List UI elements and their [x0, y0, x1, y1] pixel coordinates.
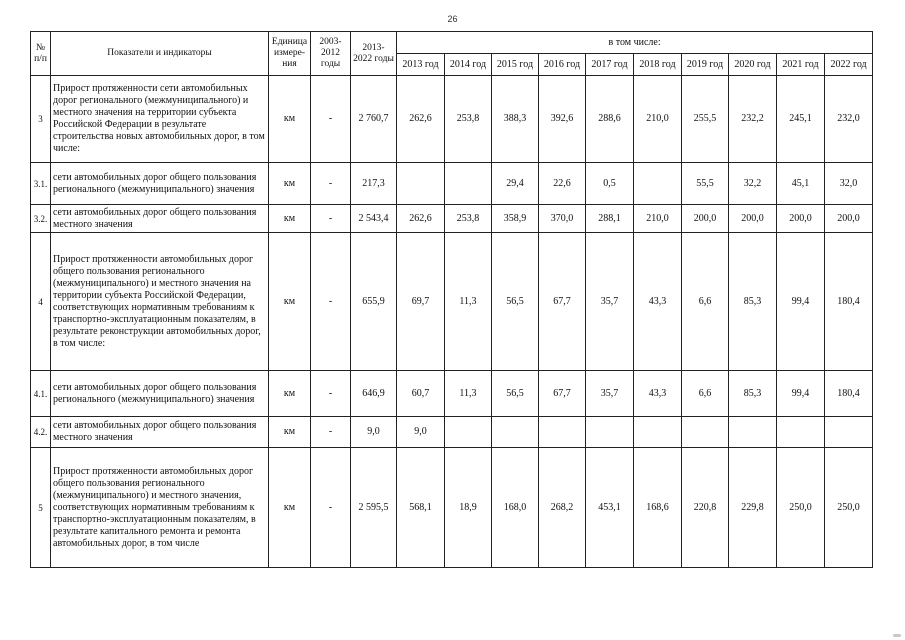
- row-value: 168,6: [634, 448, 682, 568]
- header-indicator: Показатели и индикаторы: [51, 32, 269, 76]
- row-description: сети автомобильных дорог общего пользования регионального (межмуниципального) значения: [51, 371, 269, 417]
- row-unit: км: [269, 163, 311, 205]
- header-year: 2017 год: [586, 54, 634, 76]
- header-year: 2016 год: [539, 54, 586, 76]
- row-number: 3: [31, 76, 51, 163]
- row-value: 9,0: [397, 417, 445, 448]
- row-value: 232,0: [825, 76, 873, 163]
- header-year: 2014 год: [445, 54, 492, 76]
- row-value: 35,7: [586, 371, 634, 417]
- table-row: [31, 76, 873, 163]
- row-value: [777, 417, 825, 448]
- row-value: 60,7: [397, 371, 445, 417]
- row-period-2013-2022: 9,0: [351, 417, 397, 448]
- row-value: 55,5: [682, 163, 729, 205]
- row-value: [397, 163, 445, 205]
- header-year: 2020 год: [729, 54, 777, 76]
- row-number: 4: [31, 233, 51, 371]
- table-row: [31, 233, 873, 371]
- row-value: [634, 417, 682, 448]
- page-number: 26: [447, 14, 458, 24]
- row-period-2003-2012: -: [311, 448, 351, 568]
- row-value: 168,0: [492, 448, 539, 568]
- header-year: 2021 год: [777, 54, 825, 76]
- row-period-2013-2022: 2 760,7: [351, 76, 397, 163]
- header-row-top: [31, 32, 873, 54]
- row-value: 18,9: [445, 448, 492, 568]
- row-value: 388,3: [492, 76, 539, 163]
- row-number: 3.1.: [31, 163, 51, 205]
- row-value: 200,0: [825, 205, 873, 233]
- row-number: 4.1.: [31, 371, 51, 417]
- row-value: 255,5: [682, 76, 729, 163]
- row-value: [445, 417, 492, 448]
- row-value: 67,7: [539, 233, 586, 371]
- header-year: 2022 год: [825, 54, 873, 76]
- row-value: 69,7: [397, 233, 445, 371]
- table-body: [31, 76, 873, 568]
- header-unit: Единица измере-ния: [269, 32, 311, 76]
- row-description: сети автомобильных дорог общего пользования местного значения: [51, 205, 269, 233]
- row-value: 85,3: [729, 371, 777, 417]
- row-value: 99,4: [777, 233, 825, 371]
- row-value: [539, 417, 586, 448]
- row-value: 210,0: [634, 76, 682, 163]
- row-value: [634, 163, 682, 205]
- row-value: 67,7: [539, 371, 586, 417]
- header-including: в том числе:: [397, 32, 873, 54]
- row-value: 22,6: [539, 163, 586, 205]
- table-row: [31, 163, 873, 205]
- row-value: 43,3: [634, 371, 682, 417]
- indicators-table: [30, 31, 873, 568]
- row-value: 288,1: [586, 205, 634, 233]
- header-year: 2018 год: [634, 54, 682, 76]
- row-value: 29,4: [492, 163, 539, 205]
- row-period-2003-2012: -: [311, 205, 351, 233]
- row-period-2013-2022: 2 595,5: [351, 448, 397, 568]
- table-row: [31, 448, 873, 568]
- row-number: 5: [31, 448, 51, 568]
- row-description: Прирост протяженности автомобильных дорог общего пользования регионального (межмуниципального) и местного значения, соответствующих нормативным требованиям к транспортно-эксплуатационным показателям, в результате капитального ремонта и ремонта автомобильных дорог, в том числе: [51, 448, 269, 568]
- table-row: [31, 371, 873, 417]
- header-year: 2015 год: [492, 54, 539, 76]
- row-value: 220,8: [682, 448, 729, 568]
- row-value: 250,0: [777, 448, 825, 568]
- row-value: 0,5: [586, 163, 634, 205]
- row-value: 268,2: [539, 448, 586, 568]
- row-period-2003-2012: -: [311, 371, 351, 417]
- row-value: 11,3: [445, 371, 492, 417]
- row-value: 35,7: [586, 233, 634, 371]
- row-value: 358,9: [492, 205, 539, 233]
- row-period-2003-2012: -: [311, 76, 351, 163]
- row-value: 6,6: [682, 233, 729, 371]
- row-unit: км: [269, 205, 311, 233]
- header-year: 2019 год: [682, 54, 729, 76]
- header-period-2003-2012: 2003-2012 годы: [311, 32, 351, 76]
- row-value: 200,0: [729, 205, 777, 233]
- row-description: Прирост протяженности автомобильных дорог общего пользования регионального (межмуниципального) и местного значения на территории субъекта Российской Федерации, соответствующих нормативным требованиям к транспортно-эксплуатационным показателям, в результате реконструкции автомобильных дорог, в том числе:: [51, 233, 269, 371]
- table-row: [31, 417, 873, 448]
- row-period-2013-2022: 217,3: [351, 163, 397, 205]
- corner-mark: [893, 634, 901, 637]
- row-unit: км: [269, 233, 311, 371]
- row-value: 250,0: [825, 448, 873, 568]
- row-unit: км: [269, 76, 311, 163]
- row-value: [682, 417, 729, 448]
- row-number: 4.2.: [31, 417, 51, 448]
- row-value: 56,5: [492, 371, 539, 417]
- table-row: [31, 205, 873, 233]
- row-period-2013-2022: 646,9: [351, 371, 397, 417]
- header-num: № п/п: [31, 32, 51, 76]
- row-period-2013-2022: 2 543,4: [351, 205, 397, 233]
- row-value: [586, 417, 634, 448]
- row-value: 45,1: [777, 163, 825, 205]
- row-value: 85,3: [729, 233, 777, 371]
- row-value: 288,6: [586, 76, 634, 163]
- header-period-2013-2022: 2013-2022 годы: [351, 32, 397, 76]
- row-value: 370,0: [539, 205, 586, 233]
- row-value: 262,6: [397, 76, 445, 163]
- row-value: [492, 417, 539, 448]
- row-value: 262,6: [397, 205, 445, 233]
- row-period-2003-2012: -: [311, 163, 351, 205]
- row-description: сети автомобильных дорог общего пользования местного значения: [51, 417, 269, 448]
- row-value: 32,2: [729, 163, 777, 205]
- row-value: 99,4: [777, 371, 825, 417]
- row-value: 200,0: [682, 205, 729, 233]
- row-value: 568,1: [397, 448, 445, 568]
- row-value: 253,8: [445, 76, 492, 163]
- row-value: 43,3: [634, 233, 682, 371]
- row-value: 11,3: [445, 233, 492, 371]
- row-value: 200,0: [777, 205, 825, 233]
- row-value: 32,0: [825, 163, 873, 205]
- row-value: 6,6: [682, 371, 729, 417]
- row-value: 253,8: [445, 205, 492, 233]
- row-period-2013-2022: 655,9: [351, 233, 397, 371]
- row-description: Прирост протяженности сети автомобильных дорог регионального (межмуниципального) и местного значения на территории субъекта Российской Федерации в результате строительства новых автомобильных дорог, в том числе:: [51, 76, 269, 163]
- row-value: 245,1: [777, 76, 825, 163]
- row-value: [729, 417, 777, 448]
- row-value: [825, 417, 873, 448]
- row-period-2003-2012: -: [311, 233, 351, 371]
- row-unit: км: [269, 417, 311, 448]
- row-value: 392,6: [539, 76, 586, 163]
- row-value: 56,5: [492, 233, 539, 371]
- row-period-2003-2012: -: [311, 417, 351, 448]
- row-number: 3.2.: [31, 205, 51, 233]
- row-value: 229,8: [729, 448, 777, 568]
- row-value: 453,1: [586, 448, 634, 568]
- row-value: 232,2: [729, 76, 777, 163]
- row-value: 180,4: [825, 233, 873, 371]
- row-value: 180,4: [825, 371, 873, 417]
- row-value: 210,0: [634, 205, 682, 233]
- row-unit: км: [269, 371, 311, 417]
- header-year: 2013 год: [397, 54, 445, 76]
- row-value: [445, 163, 492, 205]
- row-description: сети автомобильных дорог общего пользования регионального (межмуниципального) значения: [51, 163, 269, 205]
- row-unit: км: [269, 448, 311, 568]
